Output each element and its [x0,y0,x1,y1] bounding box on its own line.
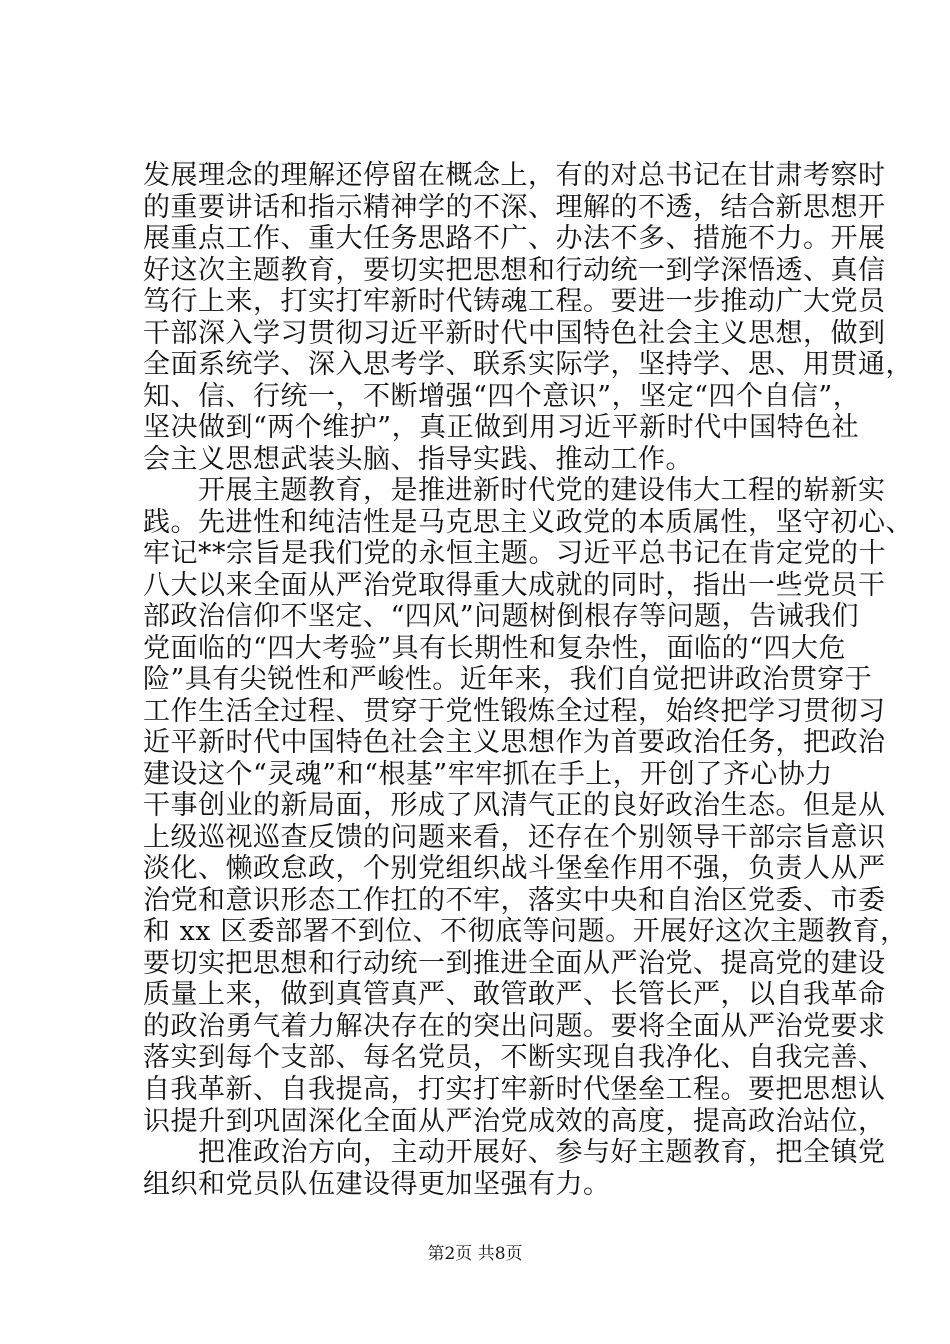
body-text-line: 的重要讲话和指示精神学的不深、理解的不透，结合新思想开 [143,191,886,223]
body-text-line: 会主义思想武装头脑、指导实践、推动工作。 [143,443,693,475]
body-text-line: 全面系统学、深入思考学、联系实际学，坚持学、思、用贯通， [143,349,913,381]
body-text-line: 践。先进性和纯洁性是马克思主义政党的本质属性，坚守初心、 [143,506,913,538]
body-text-line: 坚决做到“两个维护”，真正做到用习近平新时代中国特色社 [143,412,860,444]
paragraph-start-line: 开展主题教育，是推进新时代党的建设伟大工程的崭新实 [143,475,886,507]
body-text-line: 部政治信仰不坚定、“四风”问题树倒根存等问题，告诫我们 [143,601,860,633]
body-text-line: 和 xx 区委部署不到位、不彻底等问题。开展好这次主题教育， [143,916,908,948]
body-text-line: 上级巡视巡查反馈的问题来看，还存在个别领导干部宗旨意识 [143,821,886,853]
body-text-line: 知、信、行统一，不断增强“四个意识”，坚定“四个自信”， [143,380,861,412]
body-text-line: 展重点工作、重大任务思路不广、办法不多、措施不力。开展 [143,223,886,254]
body-text-line: 党面临的“四大考验”具有长期性和复杂性，面临的“四大危 [143,632,846,664]
body-text-line: 自我革新、自我提高，打实打牢新时代堡垒工程。要把思想认 [143,1073,886,1105]
body-text-line: 好这次主题教育，要切实把思想和行动统一到学深悟透、真信 [143,254,886,286]
body-text-line: 八大以来全面从严治党取得重大成就的同时，指出一些党员干 [143,569,886,601]
body-text-line: 组织和党员队伍建设得更加坚强有力。 [143,1168,611,1200]
body-text-line: 的政治勇气着力解决存在的突出问题。要将全面从严治党要求 [143,1010,886,1042]
body-text-line: 识提升到巩固深化全面从严治党成效的高度，提高政治站位， [143,1105,886,1137]
body-text-line: 落实到每个支部、每名党员，不断实现自我净化、自我完善、 [143,1042,886,1074]
body-text-line: 治党和意识形态工作扛的不牢，落实中央和自治区党委、市委 [143,884,886,916]
body-text-line: 笃行上来，打实打牢新时代铸魂工程。要进一步推动广大党员 [143,286,886,318]
body-text-line: 干部深入学习贯彻习近平新时代中国特色社会主义思想，做到 [143,317,886,349]
body-text-line: 险”具有尖锐性和严峻性。近年来，我们自觉把讲政治贯穿于 [143,664,873,696]
body-text-line: 工作生活全过程、贯穿于党性锻炼全过程，始终把学习贯彻习 [143,695,886,727]
body-text-line: 发展理念的理解还停留在概念上，有的对总书记在甘肃考察时 [143,160,886,191]
body-text-line: 干事创业的新局面，形成了风清气正的良好政治生态。但是从 [143,790,886,822]
body-text-line: 要切实把思想和行动统一到推进全面从严治党、提高党的建设 [143,947,886,979]
body-text-line: 近平新时代中国特色社会主义思想作为首要政治任务，把政治 [143,727,886,759]
body-text-line: 质量上来，做到真管真严、敢管敢严、长管长严，以自我革命 [143,979,886,1011]
paragraph-start-line: 把准政治方向，主动开展好、参与好主题教育，把全镇党 [143,1137,886,1168]
body-text-line: 淡化、懒政怠政，个别党组织战斗堡垒作用不强，负责人从严 [143,853,886,885]
body-text-line: 牢记**宗旨是我们党的永恒主题。习近平总书记在肯定党的十 [143,538,886,570]
body-text-line: 建设这个“灵魂”和“根基”牢牢抓在手上，开创了齐心协力 [143,758,833,790]
page-number-footer: 第2页 共8页 [427,1244,523,1264]
